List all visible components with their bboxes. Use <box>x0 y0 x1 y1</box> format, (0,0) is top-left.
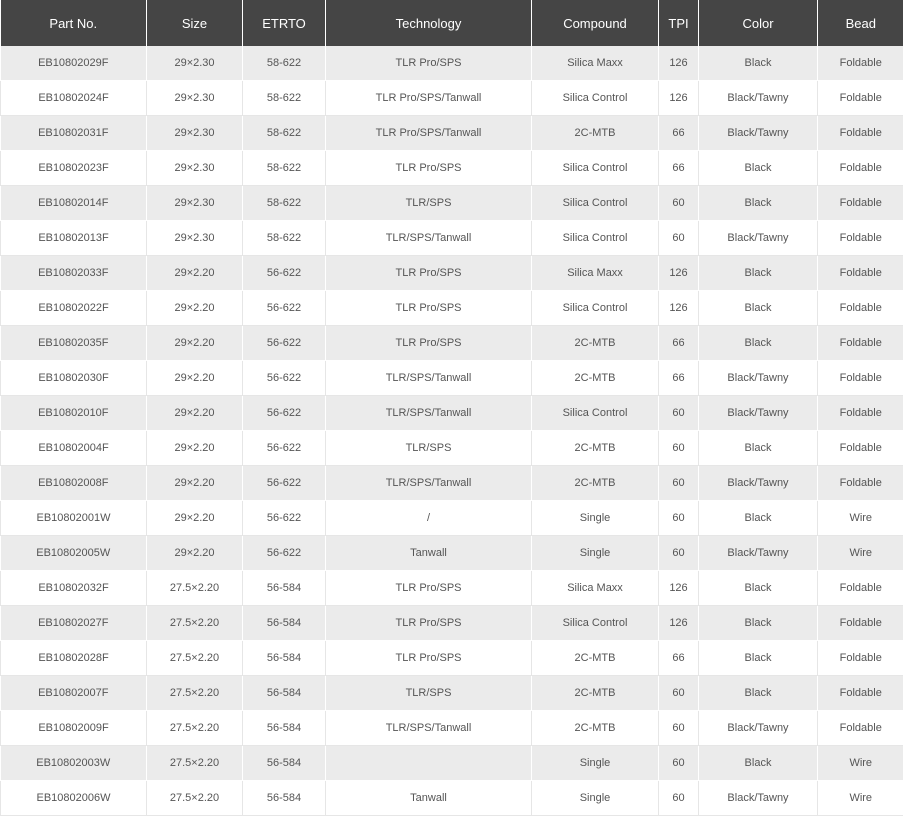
cell-bead: Foldable <box>818 186 903 221</box>
cell-size: 29×2.30 <box>147 46 243 81</box>
cell-technology: TLR/SPS/Tanwall <box>326 396 532 431</box>
cell-compound: 2C-MTB <box>532 116 659 151</box>
cell-technology: TLR/SPS/Tanwall <box>326 711 532 746</box>
cell-size: 29×2.20 <box>147 501 243 536</box>
cell-part-no: EB10802007F <box>1 676 147 711</box>
cell-part-no: EB10802023F <box>1 151 147 186</box>
cell-compound: Silica Control <box>532 396 659 431</box>
cell-tpi: 126 <box>659 571 699 606</box>
cell-technology: Tanwall <box>326 781 532 816</box>
cell-technology: TLR Pro/SPS <box>326 606 532 641</box>
cell-bead: Foldable <box>818 361 903 396</box>
table-row <box>1 501 903 536</box>
cell-compound: 2C-MTB <box>532 711 659 746</box>
cell-etrto: 56-622 <box>243 501 326 536</box>
table-row <box>1 81 903 116</box>
table-row <box>1 116 903 151</box>
table-row <box>1 151 903 186</box>
cell-tpi: 66 <box>659 326 699 361</box>
table-row <box>1 641 903 676</box>
cell-technology: TLR Pro/SPS <box>326 256 532 291</box>
cell-part-no: EB10802014F <box>1 186 147 221</box>
cell-bead: Foldable <box>818 326 903 361</box>
cell-part-no: EB10802013F <box>1 221 147 256</box>
cell-bead: Foldable <box>818 81 903 116</box>
cell-size: 29×2.20 <box>147 256 243 291</box>
cell-part-no: EB10802029F <box>1 46 147 81</box>
cell-etrto: 56-622 <box>243 466 326 501</box>
cell-size: 29×2.20 <box>147 536 243 571</box>
cell-part-no: EB10802028F <box>1 641 147 676</box>
cell-size: 27.5×2.20 <box>147 606 243 641</box>
cell-technology: TLR Pro/SPS <box>326 571 532 606</box>
cell-tpi: 60 <box>659 676 699 711</box>
table-row <box>1 606 903 641</box>
cell-etrto: 58-622 <box>243 151 326 186</box>
cell-compound: Silica Control <box>532 151 659 186</box>
cell-color: Black <box>699 431 818 466</box>
cell-color: Black <box>699 291 818 326</box>
table-row <box>1 536 903 571</box>
cell-size: 29×2.20 <box>147 291 243 326</box>
cell-size: 27.5×2.20 <box>147 781 243 816</box>
cell-tpi: 60 <box>659 186 699 221</box>
table-row <box>1 256 903 291</box>
cell-tpi: 66 <box>659 361 699 396</box>
cell-part-no: EB10802031F <box>1 116 147 151</box>
cell-tpi: 60 <box>659 396 699 431</box>
table-row <box>1 711 903 746</box>
cell-compound: Single <box>532 781 659 816</box>
cell-part-no: EB10802024F <box>1 81 147 116</box>
cell-part-no: EB10802005W <box>1 536 147 571</box>
cell-size: 27.5×2.20 <box>147 711 243 746</box>
cell-color: Black/Tawny <box>699 711 818 746</box>
cell-bead: Wire <box>818 781 903 816</box>
cell-etrto: 58-622 <box>243 116 326 151</box>
table-body <box>1 46 903 816</box>
cell-bead: Foldable <box>818 256 903 291</box>
cell-size: 29×2.30 <box>147 116 243 151</box>
cell-color: Black/Tawny <box>699 466 818 501</box>
cell-part-no: EB10802027F <box>1 606 147 641</box>
cell-etrto: 56-622 <box>243 361 326 396</box>
cell-compound: 2C-MTB <box>532 641 659 676</box>
cell-compound: 2C-MTB <box>532 361 659 396</box>
table-row <box>1 361 903 396</box>
cell-part-no: EB10802009F <box>1 711 147 746</box>
cell-compound: Silica Control <box>532 606 659 641</box>
cell-compound: Silica Maxx <box>532 256 659 291</box>
cell-size: 29×2.20 <box>147 466 243 501</box>
cell-technology: Tanwall <box>326 536 532 571</box>
cell-etrto: 56-584 <box>243 676 326 711</box>
cell-bead: Foldable <box>818 396 903 431</box>
cell-compound: Single <box>532 501 659 536</box>
cell-technology: TLR Pro/SPS <box>326 326 532 361</box>
cell-technology: TLR/SPS <box>326 676 532 711</box>
table-row <box>1 781 903 816</box>
cell-technology: TLR/SPS <box>326 431 532 466</box>
cell-size: 29×2.30 <box>147 151 243 186</box>
cell-size: 27.5×2.20 <box>147 571 243 606</box>
cell-size: 29×2.20 <box>147 431 243 466</box>
cell-etrto: 56-622 <box>243 291 326 326</box>
column-header-etrto: ETRTO <box>243 0 326 46</box>
cell-etrto: 58-622 <box>243 81 326 116</box>
table-row <box>1 746 903 781</box>
cell-etrto: 56-584 <box>243 641 326 676</box>
cell-part-no: EB10802033F <box>1 256 147 291</box>
header-row <box>1 0 903 46</box>
column-header-compound: Compound <box>532 0 659 46</box>
cell-compound: Single <box>532 746 659 781</box>
table-row <box>1 221 903 256</box>
cell-tpi: 60 <box>659 501 699 536</box>
cell-color: Black/Tawny <box>699 361 818 396</box>
cell-etrto: 56-622 <box>243 396 326 431</box>
cell-color: Black <box>699 746 818 781</box>
cell-size: 27.5×2.20 <box>147 641 243 676</box>
column-header-tpi: TPI <box>659 0 699 46</box>
cell-part-no: EB10802003W <box>1 746 147 781</box>
cell-size: 29×2.30 <box>147 186 243 221</box>
cell-compound: Single <box>532 536 659 571</box>
column-header-technology: Technology <box>326 0 532 46</box>
cell-compound: Silica Control <box>532 291 659 326</box>
cell-etrto: 56-622 <box>243 536 326 571</box>
cell-color: Black/Tawny <box>699 116 818 151</box>
cell-bead: Foldable <box>818 676 903 711</box>
cell-color: Black <box>699 571 818 606</box>
cell-compound: 2C-MTB <box>532 431 659 466</box>
column-header-bead: Bead <box>818 0 903 46</box>
cell-bead: Wire <box>818 501 903 536</box>
cell-etrto: 56-584 <box>243 606 326 641</box>
table-row <box>1 466 903 501</box>
table-row <box>1 186 903 221</box>
cell-size: 27.5×2.20 <box>147 746 243 781</box>
cell-bead: Foldable <box>818 221 903 256</box>
cell-technology: TLR/SPS/Tanwall <box>326 221 532 256</box>
cell-part-no: EB10802006W <box>1 781 147 816</box>
cell-color: Black <box>699 606 818 641</box>
cell-size: 29×2.20 <box>147 326 243 361</box>
cell-part-no: EB10802004F <box>1 431 147 466</box>
cell-etrto: 56-584 <box>243 781 326 816</box>
cell-tpi: 126 <box>659 81 699 116</box>
cell-part-no: EB10802032F <box>1 571 147 606</box>
cell-technology <box>326 746 532 781</box>
cell-bead: Foldable <box>818 151 903 186</box>
cell-technology: TLR Pro/SPS <box>326 151 532 186</box>
cell-etrto: 56-584 <box>243 746 326 781</box>
table-row <box>1 291 903 326</box>
cell-technology: TLR/SPS/Tanwall <box>326 466 532 501</box>
cell-size: 27.5×2.20 <box>147 676 243 711</box>
cell-technology: TLR Pro/SPS/Tanwall <box>326 116 532 151</box>
cell-tpi: 66 <box>659 151 699 186</box>
cell-part-no: EB10802008F <box>1 466 147 501</box>
cell-tpi: 126 <box>659 606 699 641</box>
cell-color: Black <box>699 186 818 221</box>
cell-technology: TLR/SPS/Tanwall <box>326 361 532 396</box>
cell-size: 29×2.30 <box>147 81 243 116</box>
table-row <box>1 431 903 466</box>
cell-technology: TLR/SPS <box>326 186 532 221</box>
cell-etrto: 56-584 <box>243 571 326 606</box>
table-row <box>1 571 903 606</box>
cell-bead: Foldable <box>818 641 903 676</box>
cell-color: Black/Tawny <box>699 396 818 431</box>
cell-compound: Silica Control <box>532 221 659 256</box>
cell-tpi: 66 <box>659 116 699 151</box>
cell-tpi: 126 <box>659 291 699 326</box>
table-row <box>1 676 903 711</box>
table-row <box>1 326 903 361</box>
cell-tpi: 60 <box>659 781 699 816</box>
cell-etrto: 58-622 <box>243 186 326 221</box>
cell-part-no: EB10802035F <box>1 326 147 361</box>
cell-tpi: 60 <box>659 536 699 571</box>
cell-compound: 2C-MTB <box>532 326 659 361</box>
cell-etrto: 56-622 <box>243 431 326 466</box>
cell-compound: 2C-MTB <box>532 676 659 711</box>
cell-size: 29×2.20 <box>147 361 243 396</box>
cell-bead: Foldable <box>818 571 903 606</box>
cell-bead: Foldable <box>818 711 903 746</box>
column-header-part-no: Part No. <box>1 0 147 46</box>
cell-color: Black/Tawny <box>699 221 818 256</box>
cell-technology: TLR Pro/SPS <box>326 641 532 676</box>
cell-size: 29×2.30 <box>147 221 243 256</box>
cell-etrto: 58-622 <box>243 221 326 256</box>
cell-color: Black/Tawny <box>699 536 818 571</box>
cell-etrto: 56-622 <box>243 326 326 361</box>
cell-technology: TLR Pro/SPS/Tanwall <box>326 81 532 116</box>
cell-color: Black <box>699 256 818 291</box>
cell-compound: Silica Control <box>532 186 659 221</box>
table-row <box>1 396 903 431</box>
cell-tpi: 60 <box>659 431 699 466</box>
cell-tpi: 60 <box>659 466 699 501</box>
cell-compound: Silica Maxx <box>532 571 659 606</box>
cell-color: Black/Tawny <box>699 781 818 816</box>
cell-color: Black/Tawny <box>699 81 818 116</box>
column-header-color: Color <box>699 0 818 46</box>
column-header-size: Size <box>147 0 243 46</box>
cell-etrto: 58-622 <box>243 46 326 81</box>
cell-tpi: 126 <box>659 256 699 291</box>
cell-bead: Foldable <box>818 46 903 81</box>
cell-color: Black <box>699 46 818 81</box>
cell-compound: Silica Maxx <box>532 46 659 81</box>
cell-bead: Foldable <box>818 606 903 641</box>
cell-etrto: 56-584 <box>243 711 326 746</box>
cell-bead: Foldable <box>818 291 903 326</box>
cell-color: Black <box>699 326 818 361</box>
cell-part-no: EB10802022F <box>1 291 147 326</box>
cell-tpi: 126 <box>659 46 699 81</box>
cell-part-no: EB10802030F <box>1 361 147 396</box>
cell-bead: Wire <box>818 536 903 571</box>
table-row <box>1 46 903 81</box>
cell-bead: Foldable <box>818 431 903 466</box>
cell-tpi: 60 <box>659 711 699 746</box>
cell-compound: Silica Control <box>532 81 659 116</box>
cell-etrto: 56-622 <box>243 256 326 291</box>
cell-technology: TLR Pro/SPS <box>326 291 532 326</box>
cell-tpi: 60 <box>659 221 699 256</box>
cell-size: 29×2.20 <box>147 396 243 431</box>
cell-technology: TLR Pro/SPS <box>326 46 532 81</box>
cell-bead: Wire <box>818 746 903 781</box>
cell-tpi: 60 <box>659 746 699 781</box>
cell-compound: 2C-MTB <box>532 466 659 501</box>
cell-part-no: EB10802010F <box>1 396 147 431</box>
cell-color: Black <box>699 501 818 536</box>
cell-part-no: EB10802001W <box>1 501 147 536</box>
cell-technology: / <box>326 501 532 536</box>
cell-tpi: 66 <box>659 641 699 676</box>
cell-bead: Foldable <box>818 466 903 501</box>
cell-bead: Foldable <box>818 116 903 151</box>
cell-color: Black <box>699 641 818 676</box>
cell-color: Black <box>699 676 818 711</box>
cell-color: Black <box>699 151 818 186</box>
